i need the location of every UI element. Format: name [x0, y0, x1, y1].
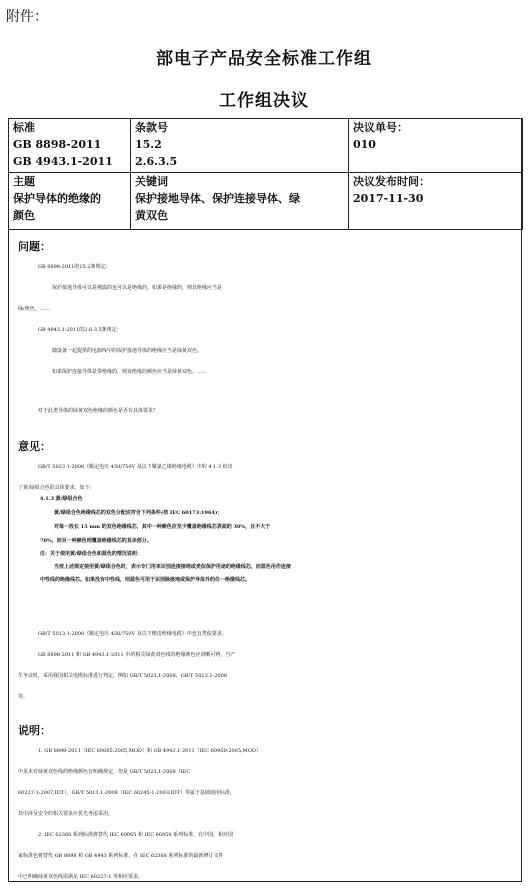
question-line: 随设备一起提供的电源线中的保护接地导体的绝缘应当是绿黄双色。 — [52, 348, 203, 354]
excerpt-note-line: 中性线的绝缘线芯。如果没有中性线，则蓝色可用于识别除接地或保护导体外的任一绝缘线芯。 — [40, 577, 251, 583]
clause-value-2: 2.6.3.5 — [135, 155, 178, 168]
clause-cell — [131, 119, 349, 173]
opinion-paragraph-line: 了黄/绿组合色的具体要求，如下： — [18, 485, 95, 491]
date-label: 决议发布时间： — [353, 175, 430, 188]
question-line: GB 4943.1-2011的2.6.3.5条规定： — [38, 327, 122, 333]
question-line: 保护接地导体可以是裸露的也可以是绝缘的。如果是绝缘的，则其绝缘应当是 — [52, 285, 223, 291]
date-value: 2017-11-30 — [353, 192, 424, 205]
resolution-no-label: 决议单号： — [353, 121, 408, 134]
question-section — [18, 236, 518, 422]
attachment-label: 附件： — [6, 9, 48, 25]
subject-value-2: 颜色 — [13, 209, 35, 222]
opinion-paragraph-line: 等。 — [18, 694, 29, 700]
explanation-line: 1. GB 8898-2011（IEC 60065:2005,MOD）和 GB 4943.1-2011（IEC 60950:2005,MOD） — [38, 748, 261, 754]
excerpt-line: 黄/绿组合色绝缘线芯的双色分配应符合下列条件(按 IEC 60173:1964)： — [54, 510, 223, 516]
explanation-line: 其中涉及安全的相关要求应优先考虑采用。 — [18, 811, 114, 817]
question-heading: 问题： — [18, 240, 51, 253]
standard-value-1: GB 8898-2011 — [13, 138, 102, 151]
opinion-paragraph-line: GB/T 5013.1-2008《额定电压 450/750V 及以下橡皮绝缘电缆》中也有类似要求。 — [38, 631, 227, 637]
explanation-line: 60227-1:2007,IDT）、GB/T 5013.1-2008（IEC 60245-1:2003,IDT）等属于基础通用标准， — [18, 790, 235, 796]
opinion-heading: 意见： — [18, 440, 51, 453]
table-row — [9, 119, 523, 173]
opinion-paragraph-line: GB/T 5023.1-2008《额定电压 450/750V 及以下聚氯乙烯绝缘电缆》中的 4.1.3 给出 — [38, 464, 233, 470]
excerpt-line: 对每一段长 15 mm 的双色绝缘线芯，其中一种颜色应至少覆盖绝缘线芯表面的 30%，且不大于 — [54, 524, 271, 530]
clause-label: 条款号 — [135, 121, 168, 134]
excerpt-line: 70%，而另一种颜色则覆盖绝缘线芯的其余部分。 — [40, 538, 152, 544]
explanation-line: 中虽未对绿黄双色线的绝缘颜色有明确规定，但是 GB/T 5023.1-2008（IEC — [18, 769, 191, 775]
opinion-section — [18, 436, 518, 499]
resolution-no-cell — [349, 119, 523, 173]
document-subtitle: 工作组决议 — [219, 91, 309, 111]
opinion-continued — [18, 624, 518, 708]
standard-excerpt — [40, 492, 510, 587]
excerpt-note-line: 当按上述规定使用黄/绿组合色时，表示专门用来识别连接接地或类似保护用途的绝缘线芯，而蓝色用作连接 — [54, 564, 291, 570]
standard-cell — [9, 119, 131, 173]
keyword-cell — [131, 173, 349, 230]
explanation-section — [18, 720, 518, 886]
resolution-meta-table — [8, 118, 523, 230]
table-row — [9, 173, 523, 230]
clause-value-1: 15.2 — [135, 138, 162, 151]
opinion-paragraph-line: GB 8898-2011 和 GB 4943.1-2011 中的相关绿黄双色线的绝缘颜色应清晰可辨，当产 — [38, 652, 236, 658]
explanation-line: 2. IEC 62368 系列标准将替代 IEC 60065 和 IEC 60950 系列标准，在中国，相应国 — [38, 832, 234, 838]
question-line: 如果保护连接导体是带绝缘的，则该绝缘的颜色应当是绿黄双色。...... — [52, 369, 207, 375]
explanation-line: 家标准也将替代 GB 8898 和 GB 4943 系列标准。在 IEC 62368 系列标准的最新修订文件 — [18, 853, 224, 859]
question-line: 对于此类导体的绿黄双色绝缘的颜色是否有具体要求？ — [38, 408, 159, 414]
excerpt-note-heading: 注：关于使用黄/绿组合色和蓝色的情况说明： — [40, 551, 142, 557]
opinion-paragraph-line: 生争议时，采用我国相关电缆标准进行判定，例如 GB/T 5023.1-2008、GB/T 5013.1-2008 — [18, 673, 227, 679]
question-line: GB 8898-2011的15.2条规定： — [38, 264, 111, 270]
standard-value-2: GB 4943.1-2011 — [13, 155, 113, 168]
date-cell — [349, 173, 523, 230]
explanation-heading: 说明： — [18, 724, 51, 737]
explanation-line: 中已明确绿黄双色线需满足 IEC 60227-1 等相应要求。 — [18, 874, 143, 880]
keyword-value-1: 保护接地导体、保护连接导体、绿 — [135, 192, 300, 205]
resolution-no-value: 010 — [353, 138, 376, 151]
document-title: 部电子产品安全标准工作组 — [156, 49, 372, 69]
standard-label: 标准 — [13, 121, 35, 134]
subject-label: 主题 — [13, 175, 35, 188]
keyword-value-2: 黄双色 — [135, 209, 168, 222]
question-line: 绿/黄色，...... — [18, 306, 50, 312]
subject-cell — [9, 173, 131, 230]
keyword-label: 关键词 — [135, 175, 168, 188]
excerpt-heading: 4.1.3 黄/绿组合色 — [40, 496, 83, 502]
subject-value-1: 保护导体的绝缘的 — [13, 192, 101, 205]
